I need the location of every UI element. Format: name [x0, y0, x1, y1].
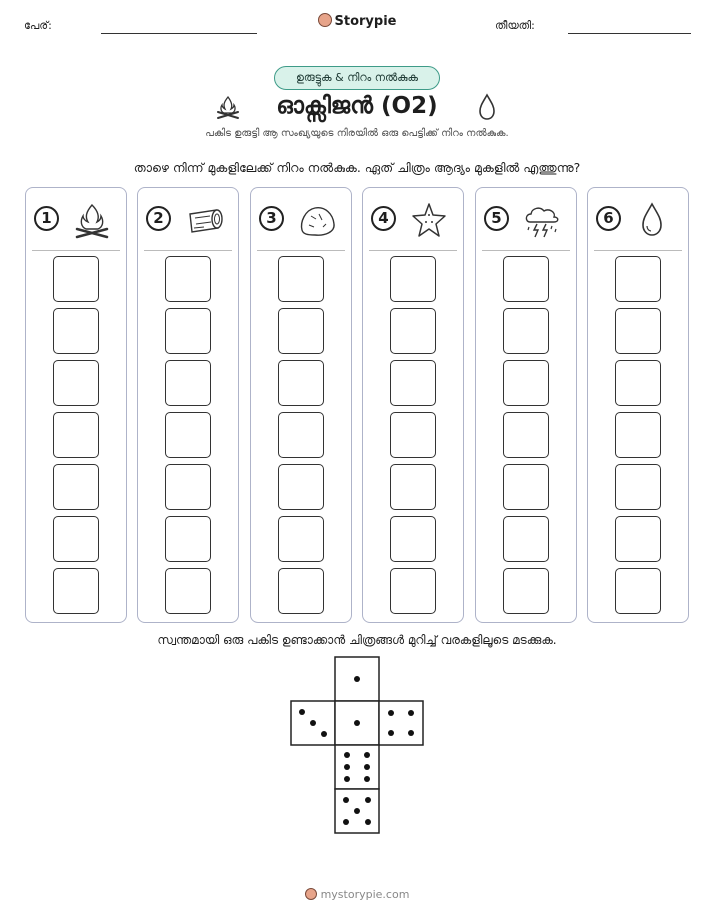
color-box[interactable] [615, 308, 661, 354]
column-number: 1 [34, 206, 59, 231]
footer-url[interactable]: mystorypie.com [320, 888, 410, 901]
column-2 [137, 187, 239, 623]
color-box[interactable] [278, 516, 324, 562]
color-box[interactable] [503, 360, 549, 406]
color-box[interactable] [165, 464, 211, 510]
column-number: 3 [259, 206, 284, 231]
color-box[interactable] [503, 568, 549, 614]
color-box[interactable] [278, 360, 324, 406]
color-box[interactable] [165, 568, 211, 614]
instruction: താഴെ നിന്ന് മുകളിലേക്ക് നിറം നൽകുക. ഏത് ചിത്രം ആദ്യം മുകളിൽ എത്തുന്നു? [133, 160, 581, 175]
column-number: 5 [484, 206, 509, 231]
color-box[interactable] [165, 308, 211, 354]
column-5 [475, 187, 577, 623]
color-box[interactable] [390, 308, 436, 354]
column-divider [32, 250, 120, 251]
color-box[interactable] [390, 464, 436, 510]
campfire-icon [70, 200, 114, 240]
color-box[interactable] [503, 308, 549, 354]
color-box[interactable] [53, 360, 99, 406]
color-box[interactable] [165, 256, 211, 302]
name-line [101, 33, 257, 34]
color-box[interactable] [615, 464, 661, 510]
color-box[interactable] [615, 256, 661, 302]
color-box[interactable] [615, 360, 661, 406]
color-box[interactable] [390, 516, 436, 562]
color-box[interactable] [165, 360, 211, 406]
column-divider [482, 250, 570, 251]
column-divider [369, 250, 457, 251]
column-number: 4 [371, 206, 396, 231]
activity-pill: ഉരുട്ടുക & നിറം നൽകുക [274, 66, 440, 90]
color-box[interactable] [390, 568, 436, 614]
color-box[interactable] [53, 308, 99, 354]
storm-cloud-icon [520, 200, 564, 240]
column-6 [587, 187, 689, 623]
color-box[interactable] [503, 256, 549, 302]
die-net [290, 656, 424, 834]
color-box[interactable] [278, 464, 324, 510]
die-face-bottom [335, 745, 379, 789]
water-drop-icon [632, 200, 676, 240]
color-box[interactable] [503, 412, 549, 458]
color-box[interactable] [53, 568, 99, 614]
color-box[interactable] [278, 568, 324, 614]
water-drop-icon [476, 92, 498, 122]
date-label: തീയതി: [495, 19, 535, 32]
color-box[interactable] [390, 256, 436, 302]
color-box[interactable] [615, 568, 661, 614]
rock-icon [295, 200, 339, 240]
starfish-icon [407, 200, 451, 240]
column-divider [144, 250, 232, 251]
color-box[interactable] [615, 412, 661, 458]
column-1 [25, 187, 127, 623]
subtitle: പകിട ഉരുട്ടി ആ സംഖ്യയുടെ നിരയിൽ ഒരു പെട്ടിക്ക് നിറം നൽകുക. [205, 128, 509, 139]
color-box[interactable] [165, 412, 211, 458]
brand-logo [0, 13, 714, 29]
column-3 [250, 187, 352, 623]
column-number: 2 [146, 206, 171, 231]
name-label: പേര്: [24, 19, 52, 32]
column-divider [257, 250, 345, 251]
color-box[interactable] [53, 412, 99, 458]
color-box[interactable] [503, 516, 549, 562]
cut-instruction: സ്വന്തമായി ഒരു പകിട ഉണ്ടാക്കാൻ ചിത്രങ്ങൾ മുറിച്ച് വരകളിലൂടെ മടക്കുക. [157, 633, 557, 647]
color-box[interactable] [278, 308, 324, 354]
brand-name: Storypie [334, 14, 397, 29]
storypie-logo-icon [305, 888, 317, 900]
footer [0, 888, 714, 901]
color-box[interactable] [278, 412, 324, 458]
color-box[interactable] [53, 516, 99, 562]
page-title: ഓക്സിജൻ (O2) [276, 93, 438, 119]
color-box[interactable] [615, 516, 661, 562]
color-box[interactable] [165, 516, 211, 562]
column-4 [362, 187, 464, 623]
die-face-right [379, 701, 423, 745]
color-box[interactable] [278, 256, 324, 302]
storypie-logo-icon [318, 13, 332, 27]
date-line [568, 33, 691, 34]
column-divider [594, 250, 682, 251]
color-box[interactable] [53, 256, 99, 302]
log-icon [182, 200, 226, 240]
die-net-drawing [290, 656, 424, 834]
color-box[interactable] [390, 412, 436, 458]
color-box[interactable] [53, 464, 99, 510]
column-number: 6 [596, 206, 621, 231]
color-box[interactable] [503, 464, 549, 510]
color-box[interactable] [390, 360, 436, 406]
